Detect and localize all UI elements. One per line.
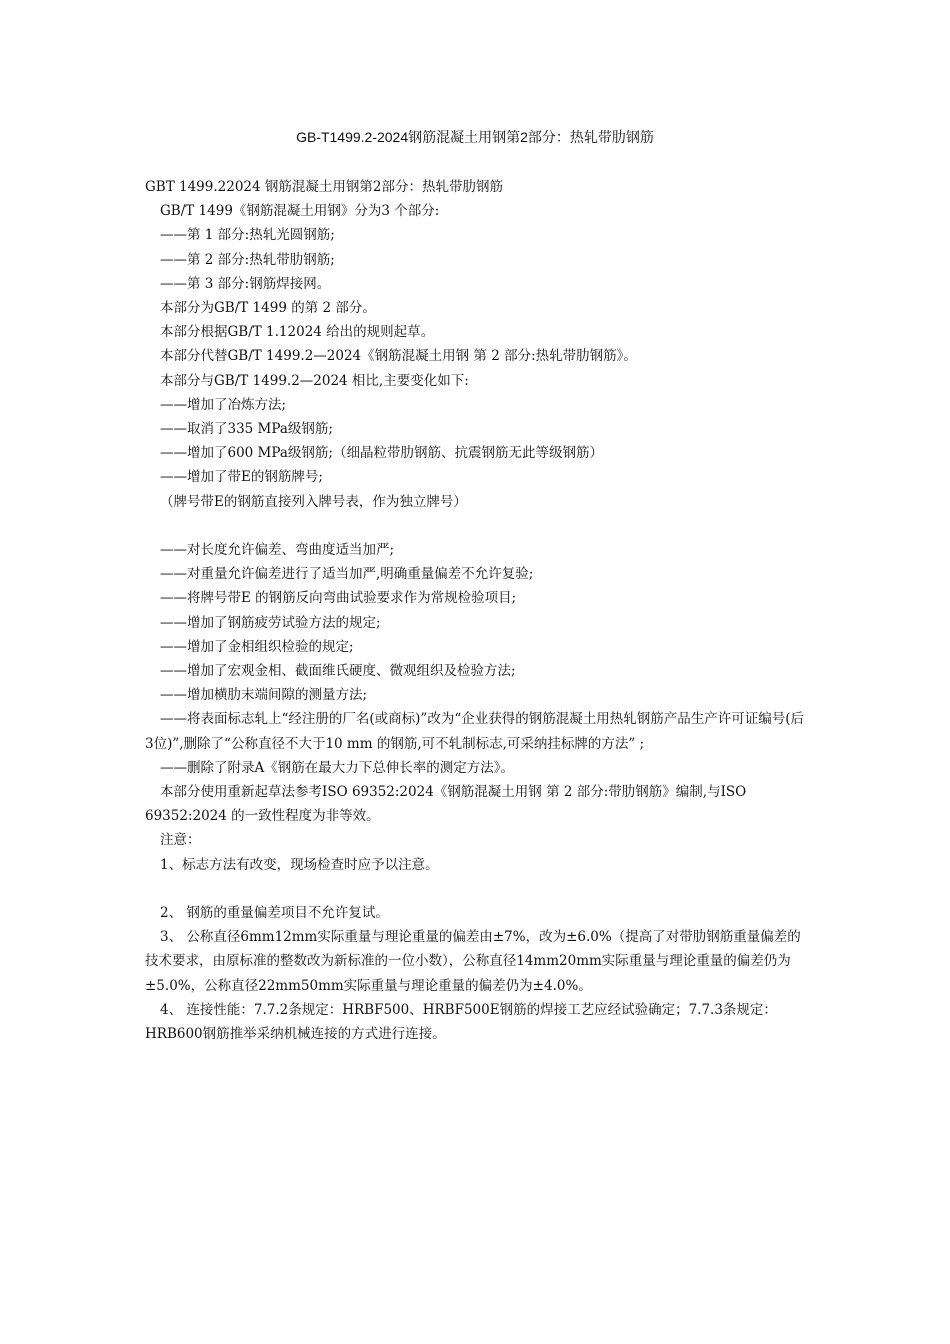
list-item: ——取消了335 MPa级钢筋; — [160, 421, 333, 438]
note-item: 2、 钢筋的重量偏差项目不允许复试。 — [160, 905, 389, 922]
list-item: ——第 1 部分:热轧光圆钢筋; — [160, 227, 335, 244]
paragraph: 本部分代替GB/T 1499.2—2024《钢筋混凝土用钢 第 2 部分:热轧带肋钢筋》。 — [160, 348, 637, 365]
paragraph: GBT 1499.22024 钢筋混凝土用钢第2部分：热轧带肋钢筋 — [145, 179, 503, 195]
list-item: ——增加横肋末端间隙的测量方法; — [160, 687, 368, 704]
list-item: ——增加了带E的钢筋牌号; — [160, 469, 323, 486]
paragraph: （牌号带E的钢筋直接列入牌号表，作为独立牌号） — [160, 493, 467, 510]
paragraph: 本部分为GB/T 1499 的第 2 部分。 — [160, 300, 376, 317]
list-item: ——第 2 部分:热轧带肋钢筋; — [160, 251, 335, 268]
list-item: ——删除了附录A《钢筋在最大力下总伸长率的测定方法》。 — [160, 759, 514, 776]
list-item: ——对重量允许偏差进行了适当加严,明确重量偏差不允许复验; — [160, 566, 534, 583]
blank-line — [145, 877, 805, 901]
paragraph: 本部分与GB/T 1499.2—2024 相比,主要变化如下: — [160, 372, 469, 389]
document-body — [145, 175, 805, 1046]
document-title: GB-T1499.2-2024钢筋混凝土用钢第2部分：热轧带肋钢筋 — [296, 129, 654, 145]
list-item: ——将表面标志轧上“经注册的厂名(或商标)”改为“企业获得的钢筋混凝土用热轧钢筋产品生产许可证编号(后3位)”,删除了“公称直径不大于10 mm 的钢筋,可不轧制标志,可采纳挂标牌的方法” ; — [145, 711, 805, 752]
list-item: ——增加了金相组织检验的规定; — [160, 638, 354, 655]
list-item: ——增加了钢筋疲劳试验方法的规定; — [160, 614, 381, 631]
paragraph: 本部分根据GB/T 1.12024 给出的规则起草。 — [160, 324, 435, 341]
list-item: ——将牌号带E 的钢筋反向弯曲试验要求作为常规检验项目; — [160, 590, 517, 607]
list-item: ——增加了600 MPa级钢筋;（细晶粒带肋钢筋、抗震钢筋无此等级钢筋） — [160, 445, 603, 462]
paragraph: GB/T 1499《钢筋混凝土用钢》分为3 个部分: — [160, 203, 440, 220]
paragraph: 本部分使用重新起草法参考ISO 69352:2024《钢筋混凝土用钢 第 2 部分:带肋钢筋》编制,与ISO 69352:2024 的一致性程度为非等效。 — [145, 784, 747, 825]
list-item: ——增加了冶炼方法; — [160, 396, 287, 413]
blank-line — [145, 514, 805, 538]
note-item: 3、 公称直径6mm12mm实际重量与理论重量的偏差由±7%，改为±6.0%（提高了对带肋钢筋重量偏差的技术要求，由原标准的整数改为新标准的一位小数），公称直径14mm20mm实际重量与理论重量的偏差仍为±5.0%，公称直径22mm50mm实际重量与理论重量的偏差仍为±4.0%。 — [145, 929, 801, 994]
note-item: 4、 连接性能：7.7.2条规定：HRBF500、HRBF500E钢筋的焊接工艺应经试验确定；7.7.3条规定：HRB600钢筋推举采纳机械连接的方式进行连接。 — [145, 1001, 777, 1043]
list-item: ——增加了宏观金相、截面维氏硬度、微观组织及检验方法; — [160, 663, 516, 680]
note-item: 1、标志方法有改变，现场检查时应予以注意。 — [160, 856, 439, 873]
list-item: ——对长度允许偏差、弯曲度适当加严; — [160, 542, 395, 559]
note-heading: 注意： — [160, 832, 201, 849]
list-item: ——第 3 部分:钢筋焊接网。 — [160, 275, 331, 292]
